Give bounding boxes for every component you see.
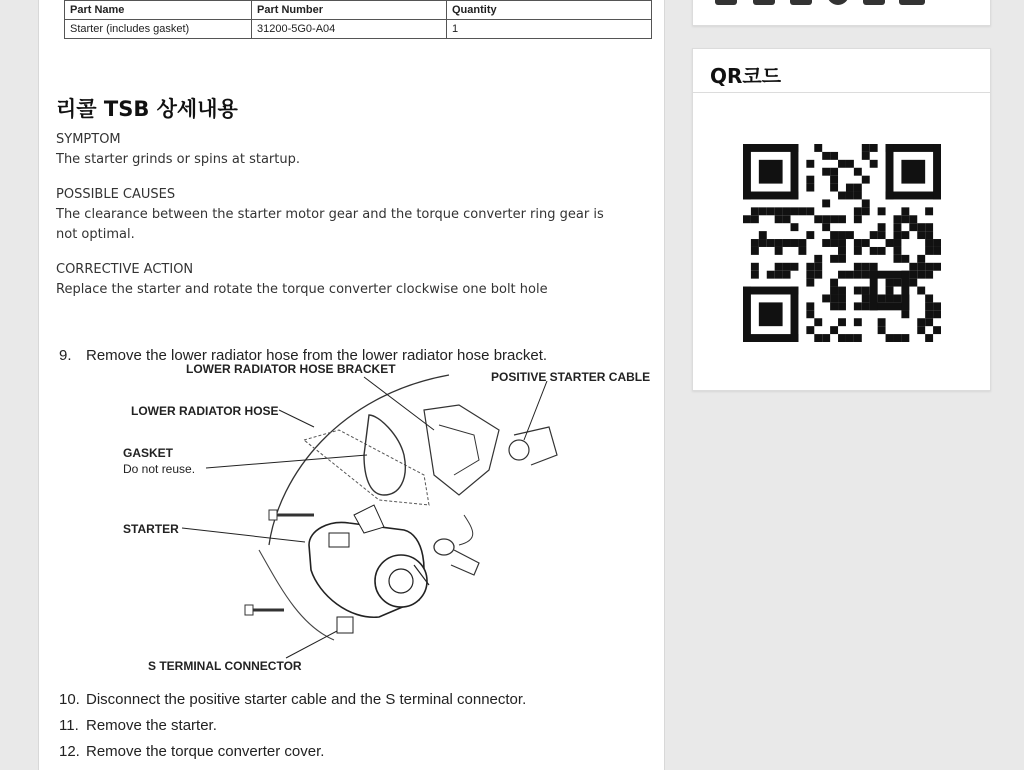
kakao-icon[interactable]	[753, 0, 775, 5]
qr-widget-title: QR코드	[693, 49, 990, 93]
link-icon[interactable]	[863, 0, 885, 5]
step-12	[59, 743, 324, 760]
step-text: Disconnect the positive starter cable and the S terminal connector.	[86, 691, 527, 708]
parts-table	[64, 0, 652, 39]
share-widget	[692, 0, 991, 26]
label-hose-bracket: LOWER RADIATOR HOSE BRACKET	[186, 362, 396, 376]
label-positive-cable: POSITIVE STARTER CABLE	[491, 370, 651, 384]
causes-label: POSSIBLE CAUSES	[56, 187, 176, 202]
qr-widget	[692, 48, 991, 391]
starter-removal-diagram	[79, 355, 659, 675]
cell-part-name: Starter (includes gasket)	[65, 20, 252, 39]
corrective-label: CORRECTIVE ACTION	[56, 262, 194, 277]
step-number: 10.	[59, 691, 80, 708]
table-row	[65, 20, 652, 39]
step-text: Remove the torque converter cover.	[86, 743, 325, 760]
section-title: 리콜 TSB 상세내용	[56, 97, 238, 121]
table-header-row	[65, 1, 652, 20]
step-11	[59, 717, 217, 734]
col-part-name: Part Name	[65, 1, 252, 20]
cell-quantity: 1	[447, 20, 652, 39]
post-content	[38, 0, 665, 770]
step-number: 9.	[59, 347, 72, 364]
symptom-text: The starter grinds or spins at startup.	[56, 152, 300, 167]
facebook-icon[interactable]	[715, 0, 737, 5]
step-text: Remove the lower radiator hose from the lower radiator hose bracket.	[86, 347, 548, 364]
qr-code[interactable]	[743, 144, 941, 342]
label-gasket-note: Do not reuse.	[123, 462, 196, 476]
causes-text: The clearance between the starter motor gear and the torque converter ring gear is not optimal.	[56, 207, 604, 242]
blog-icon[interactable]	[790, 0, 812, 5]
col-quantity: Quantity	[447, 1, 652, 20]
symptom-label: SYMPTOM	[56, 132, 121, 147]
mail-icon[interactable]	[899, 0, 925, 5]
label-s-terminal: S TERMINAL CONNECTOR	[148, 659, 302, 673]
step-10	[59, 691, 526, 708]
step-text: Remove the starter.	[86, 717, 217, 734]
pinterest-icon[interactable]	[827, 0, 849, 5]
cell-part-number: 31200-5G0-A04	[252, 20, 447, 39]
label-starter: STARTER	[123, 522, 179, 536]
label-radiator-hose: LOWER RADIATOR HOSE	[131, 404, 279, 418]
corrective-text: Replace the starter and rotate the torque converter clockwise one bolt hole	[56, 282, 548, 297]
step-number: 12.	[59, 743, 80, 760]
col-part-number: Part Number	[252, 1, 447, 20]
label-gasket: GASKET	[123, 446, 174, 460]
step-number: 11.	[59, 717, 79, 734]
